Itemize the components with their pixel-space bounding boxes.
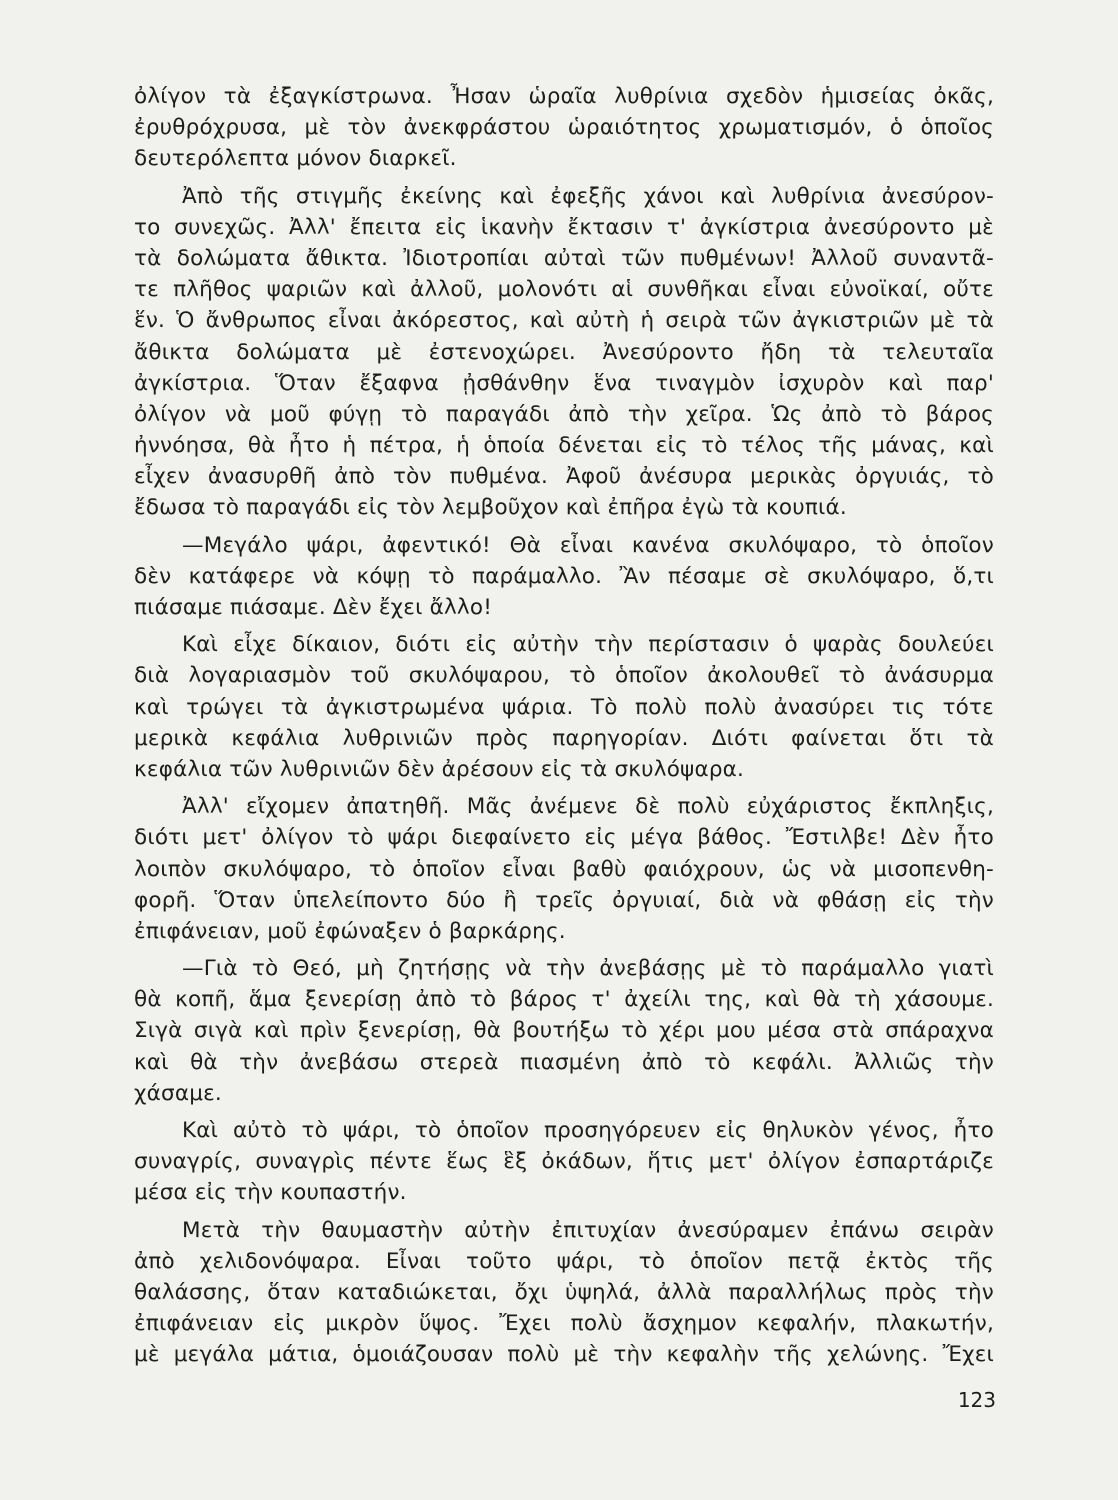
page-number: 123 <box>957 1388 996 1412</box>
text-line: Καὶ αὐτὸ τὸ ψάρι, τὸ ὁποῖον προσηγόρευεν εἰς θηλυκὸν γένος, ἦτο <box>182 1118 994 1143</box>
text-line: καὶ τρώγει τὰ ἀγκιστρωμένα ψάρια. Τὸ πολὺ πολὺ ἀνασύρει τις τότε <box>134 694 994 720</box>
text-line: —Γιὰ τὸ Θεό, μὴ ζητήσῃς νὰ τὴν ἀνεβάσῃς μὲ τὸ παράμαλλο γιατὶ <box>182 956 994 982</box>
text-line: θὰ κοπῆ, ἅμα ξενερίσῃ ἀπὸ τὸ βάρος τ' ἀχείλι της, καὶ θὰ τὴ χάσουμε. <box>134 987 994 1013</box>
text-line: ἄθικτα δολώματα μὲ ἐστενοχώρει. Ἀνεσύροντο ἤδη τὰ τελευταῖα <box>134 339 994 365</box>
text-line: συναγρίς, συναγρὶς πέντε ἕως ἓξ ὀκάδων, ἥτις μετ' ὀλίγον ἐσπαρτάριζε <box>134 1149 994 1175</box>
text-line: χάσαμε. <box>134 1080 222 1106</box>
text-line: λοιπὸν σκυλόψαρο, τὸ ὁποῖον εἶναι βαθὺ φαιόχρουν, ὡς νὰ μισοπενθη- <box>134 856 994 882</box>
text-line: ἐπιφάνειαν εἰς μικρὸν ὕψος. Ἔχει πολὺ ἄσχημον κεφαλήν, πλακωτήν, <box>134 1311 994 1337</box>
text-line: Μετὰ τὴν θαυμαστὴν αὐτὴν ἐπιτυχίαν ἀνεσύραμεν ἐπάνω σειρὰν <box>182 1217 994 1243</box>
body-text <box>134 81 994 1371</box>
text-line: τὰ δολώματα ἄθικτα. Ἰδιοτροπίαι αὐταὶ τῶν πυθμένων! Ἀλλοῦ συναντᾶ- <box>134 245 994 271</box>
text-line: διότι μετ' ὀλίγον τὸ ψάρι διεφαίνετο εἰς μέγα βάθος. Ἔστιλβε! Δὲν ἦτο <box>134 825 994 851</box>
text-line: ἀγκίστρια. Ὅταν ἔξαφνα ᾐσθάνθην ἕνα τιναγμὸν ἰσχυρὸν καὶ παρ' <box>134 370 994 396</box>
text-line: μερικὰ κεφάλια λυθρινιῶν πρὸς παρηγορίαν. Διότι φαίνεται ὅτι τὰ <box>134 725 994 751</box>
paragraph <box>134 629 994 785</box>
text-line: ἠννόησα, θὰ ἦτο ἡ πέτρα, ἡ ὁποία δένεται εἰς τὸ τέλος τῆς μάνας, καὶ <box>134 433 994 459</box>
text-line: διὰ λογαριασμὸν τοῦ σκυλόψαρου, τὸ ὁποῖον ἀκολουθεῖ τὸ ἀνάσυρμα <box>134 663 994 689</box>
text-line: κεφάλια τῶν λυθρινιῶν δὲν ἀρέσουν εἰς τὰ σκυλόψαρα. <box>134 756 745 782</box>
text-line: δὲν κατάφερε νὰ κόψῃ τὸ παράμαλλο. Ἂν πέσαμε σὲ σκυλόψαρο, ὅ,τι <box>134 563 994 589</box>
text-line: εἶχεν ἀνασυρθῆ ἀπὸ τὸν πυθμένα. Ἀφοῦ ἀνέσυρα μερικὰς ὀργυιάς, τὸ <box>134 464 994 490</box>
text-line: το συνεχῶς. Ἀλλ' ἔπειτα εἰς ἱκανὴν ἔκτασιν τ' ἀγκίστρια ἀνεσύροντο μὲ <box>134 214 994 240</box>
paragraph <box>134 530 994 624</box>
text-line: μὲ μεγάλα μάτια, ὁμοιάζουσαν πολὺ μὲ τὴν κεφαλὴν τῆς χελώνης. Ἔχει <box>134 1342 994 1368</box>
text-line: ἔδωσα τὸ παραγάδι εἰς τὸν λεμβοῦχον καὶ ἐπῆρα ἐγὼ τὰ κουπιά. <box>134 495 847 521</box>
text-line: ἀπὸ χελιδονόψαρα. Εἶναι τοῦτο ψάρι, τὸ ὁποῖον πετᾷ ἐκτὸς τῆς <box>134 1248 994 1274</box>
text-line: τε πλῆθος ψαριῶν καὶ ἀλλοῦ, μολονότι αἱ συνθῆκαι εἶναι εὐνοϊκαί, οὔτε <box>134 277 994 303</box>
text-line: πιάσαμε πιάσαμε. Δὲν ἔχει ἄλλο! <box>134 595 493 620</box>
text-line: ἐπιφάνειαν, μοῦ ἐφώναξεν ὁ βαρκάρης. <box>134 918 566 944</box>
text-line: δευτερόλεπτα μόνον διαρκεῖ. <box>134 146 457 172</box>
text-line: θαλάσσης, ὅταν καταδιώκεται, ὄχι ὑψηλά, ἀλλὰ παραλλήλως πρὸς τὴν <box>134 1279 994 1305</box>
text-line: Ἀλλ' εἴχομεν ἀπατηθῆ. Μᾶς ἀνέμενε δὲ πολὺ εὐχάριστος ἔκπληξις, <box>182 794 994 820</box>
paragraph <box>134 81 994 175</box>
text-line: —Μεγάλο ψάρι, ἀφεντικό! Θὰ εἶναι κανένα σκυλόψαρο, τὸ ὁποῖον <box>182 532 994 558</box>
text-line: μέσα εἰς τὴν κουπαστήν. <box>134 1180 407 1206</box>
text-line: Καὶ εἶχε δίκαιον, διότι εἰς αὐτὴν τὴν περίστασιν ὁ ψαρὰς δουλεύει <box>182 632 994 658</box>
text-line: Ἀπὸ τῆς στιγμῆς ἐκείνης καὶ ἐφεξῆς χάνοι καὶ λυθρίνια ἀνεσύρον- <box>182 183 994 209</box>
text-line: Σιγὰ σιγὰ καὶ πρὶν ξενερίσῃ, θὰ βουτήξω τὸ χέρι μου μέσα στὰ σπάραχνα <box>134 1018 994 1044</box>
paragraph <box>134 1215 994 1371</box>
paragraph <box>134 791 994 947</box>
text-line: φορῆ. Ὅταν ὑπελείποντο δύο ἢ τρεῖς ὀργυιαί, διὰ νὰ φθάσῃ εἰς τὴν <box>134 887 994 913</box>
paragraph <box>134 953 994 1109</box>
paragraph <box>134 1115 994 1209</box>
text-line: καὶ θὰ τὴν ἀνεβάσω στερεὰ πιασμένη ἀπὸ τὸ κεφάλι. Ἀλλιῶς τὴν <box>134 1049 994 1075</box>
text-line: ἐρυθρόχρυσα, μὲ τὸν ἀνεκφράστου ὡραιότητος χρωματισμόν, ὁ ὁποῖος <box>134 115 994 141</box>
text-line: ὀλίγον τὰ ἐξαγκίστρωνα. Ἦσαν ὡραῖα λυθρίνια σχεδὸν ἡμισείας ὀκᾶς, <box>134 84 994 109</box>
text-line: ὀλίγον νὰ μοῦ φύγῃ τὸ παραγάδι ἀπὸ τὴν χεῖρα. Ὡς ἀπὸ τὸ βάρος <box>134 401 994 427</box>
text-line: ἕν. Ὁ ἄνθρωπος εἶναι ἀκόρεστος, καὶ αὐτὴ ἡ σειρὰ τῶν ἀγκιστριῶν μὲ τὰ <box>134 308 994 334</box>
paragraph <box>134 181 994 524</box>
